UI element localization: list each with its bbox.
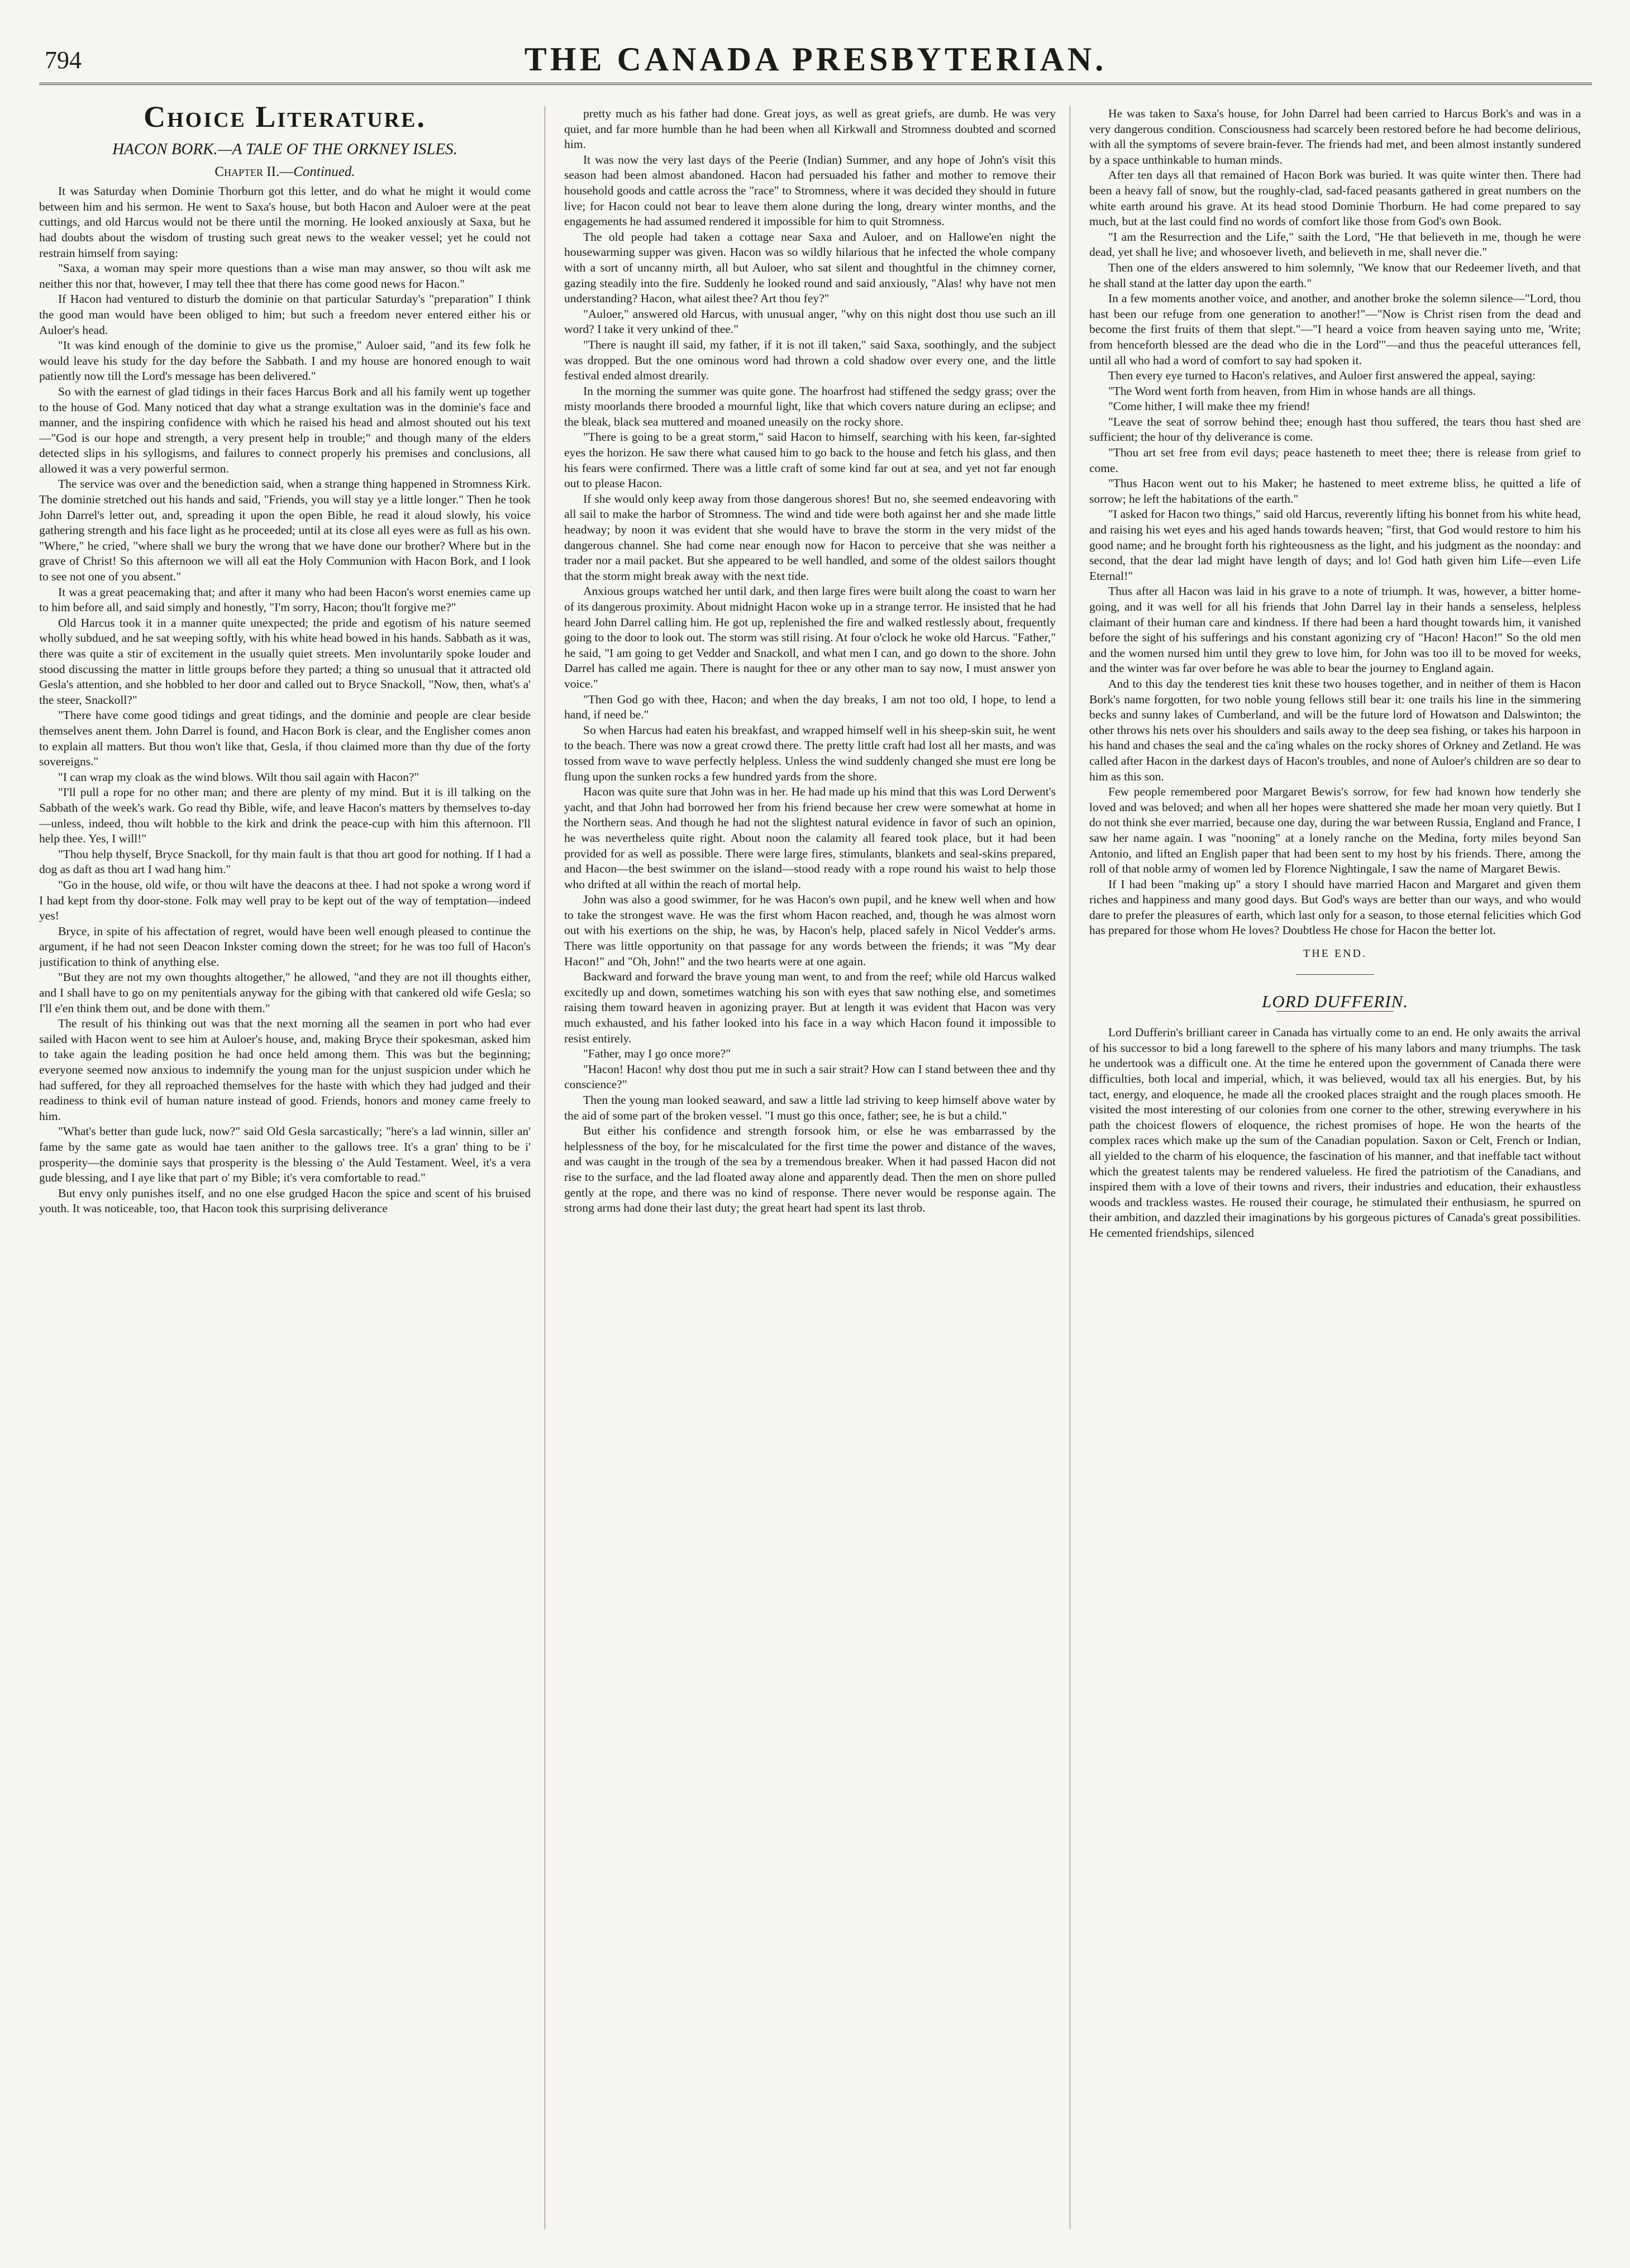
end-mark: THE END. [1303,947,1367,960]
paragraph: "Father, may I go once more?" [583,1047,731,1061]
paragraph: Hacon was quite sure that John was in her. He had made up his mind that this was Lord Derwent's yacht, and that John had borrowed her from his friend because her crew were somewhat at home in the Northern seas. And though he had not the slightest natural evidence in favor of such an opinion, he was nevertheless quite right. About noon the calamity all feared took place, but it had been provided for as well as possible. There were large fires, stimulants, blankets and seal-skins prepared, and Hacon—the best swimmer on the island—stood ready with a rope round his waist to help those who drifted at all within the reach of mortal help. [564,785,1056,891]
paragraph: "What's better than gude luck, now?" said Old Gesla sarcastically; "here's a lad winnin, siller an' fame by the same gate as would hae taen anither to the gallows tree. It's a gran' thing to be i' prosperity—the dominie says that prosperity is the blessing o' the Auld Testament. Weel, it's a vera gude blessing, and I aye like that part o' my Bible; it's vera comfortable to read." [39,1125,531,1185]
paragraph: "I asked for Hacon two things," said old Harcus, reverently lifting his bonnet from his white head, and raising his wet eyes and his aged hands towards heaven; "first, that God would restore to him his good name; and he brought forth his righteousness as the light, and his judgment as the noonday: and second, that the dear lad might have length of days; and lo! God hath given him Life—even Life Eternal!" [1089,507,1581,583]
paragraph: Old Harcus took it in a manner quite unexpected; the pride and egotism of his nature seemed wholly subdued, and he sat weeping softly, with his white head bowed in his hands. Sabbath as it was, there was quite a stir of excitement in the usually quiet streets. Men involuntarily spoke louder and stood discussing the matter in little groups before they parted; a thing so unusual that it attracted old Gesla's attention, and she hobbled to her door and called out to Bryce Snackoll, "Now, then, what's a' the steer, Snackoll?" [39,616,531,707]
column-1-body [39,184,531,1217]
paragraph: Then one of the elders answered to him solemnly, "We know that our Redeemer liveth, and that he shall stand at the latter day upon the earth." [1089,260,1581,290]
story-title: HACON BORK.—A TALE OF THE ORKNEY ISLES. [112,140,457,158]
paragraph: "Auloer," answered old Harcus, with unusual anger, "why on this night dost thou use such an ill word? I take it very unkind of thee." [564,307,1056,336]
paragraph: "Thou art set free from evil days; peace hasteneth to meet thee; there is release from grief to come. [1089,446,1581,475]
paragraph: pretty much as his father had done. Great joys, as well as great griefs, are dumb. He was very quiet, and far more humble than he had been when all Kirkwall and Stromness doubted and scorned him. [564,107,1056,151]
paragraph: If I had been "making up" a story I should have married Hacon and Margaret and given them riches and happiness and many good days. But God's ways are better than our ways, and who would dare to prefer the pleasures of earth, which last only for a season, to those eternal felicities which God has prepared for those whom He loves? Doubtless He chose for Hacon the better lot. [1089,877,1581,937]
paragraph: And to this day the tenderest ties knit these two houses together, and in neither of them is Hacon Bork's name forgotten, for two noble young fellows still bear it: one trails his line in the simmering becks and sunny lakes of Cumberland, and will be the future lord of Howatson and Dalswinton; the other throws his nets over his shoulders and sails away to the deep sea fishing, or takes his harpoon in his hand and chases the seal and the ca'ing whales on the rocky shores of Orkney and Zetland. He was called after Hacon in the darkest days of Hacon's troubles, and none of Auloer's children are so dear to him as this son. [1089,676,1581,783]
paragraph: "It was kind enough of the dominie to give us the promise," Auloer said, "and its few folk he would leave his study for the day before the Sabbath. I and my house are honored enough to wait patiently now till the Lord's message has been delivered." [39,339,531,383]
paragraph: It was now the very last days of the Peerie (Indian) Summer, and any hope of John's visit this season had been almost abandoned. Hacon had persuaded his father and mother to remove their household goods and cattle across the "race" to Stromness, where it was decided they should in future live; for Hacon could not bear to leave them alone during the long, dreary winter months, and the engagements he had assumed rendered it impossible for him to quit Stromness. [564,153,1056,228]
paragraph: "Hacon! Hacon! why dost thou put me in such a sair strait? How can I stand between thee and thy conscience?" [564,1062,1056,1092]
section-heading: Choice Literature. [144,106,426,134]
paragraph: Thus after all Hacon was laid in his grave to a note of triumph. It was, however, a bitter home-going, and it was well for all his friends that John Darrel lay in their hands a senseless, helpless claimant of their human care and kindness. If there had been a hard thought towards him, it vanished before the sight of his sufferings and his constant agonizing cry of "Hacon! Hacon!" So the old men and the women nursed him until they grew to love him, for John was too ill to be moved for weeks, and the winter was far over before he was able to bear the journey to England again. [1089,584,1581,675]
paragraph: So when Harcus had eaten his breakfast, and wrapped himself well in his sheep-skin suit, he went to the beach. There was now a great crowd there. The pretty little craft had lost all her masts, and was tossed from wave to wave perfectly helpless. Unless the wind suddenly changed she must ere long be flung upon the sunken rocks a few hundred yards from the shore. [564,723,1056,783]
paragraph: The result of his thinking out was that the next morning all the seamen in port who had ever sailed with Hacon went to see him at Auloer's house, and, making Bryce their spokesman, asked him to take again the leading position he had once held among them. This was but the beginning; everyone seemed now anxious to indemnify the young man for the unjust suspicion under which he had suffered, for they all reproached themselves for the haste with which they had judged and their readiness to think evil of human nature instead of good. Friends, honors and money came freely to him. [39,1017,531,1123]
paragraph: He was taken to Saxa's house, for John Darrel had been carried to Harcus Bork's and was in a very dangerous condition. Consciousness had scarcely been restored before he had become delirious, with all the symptoms of severe brain-fever. The friends had met, and been almost instantly sundered by a space unthinkable to human minds. [1089,107,1581,166]
paragraph: After ten days all that remained of Hacon Bork was buried. It was quite winter then. There had been a heavy fall of snow, but the roughly-clad, sad-faced peasants gathered in great numbers on the white earth around his grave. At its head stood Dominie Thorburn. He had come prepared to say much, but at the last could find no words of comfort like those from God's own Book. [1089,168,1581,228]
article-title: LORD DUFFERIN. [1262,991,1408,1011]
paragraph: In a few moments another voice, and another, and another broke the solemn silence—"Lord, thou hast been our refuge from one generation to another!"—"Now is Christ risen from the dead and become the first fruits of them that slept."—"I heard a voice from heaven saying unto me, 'Write; from henceforth blessed are the dead who die in the Lord'"—and thus the peaceful utterances fell, until all who had a word of comfort to say had spoken it. [1089,292,1581,367]
journal-title: THE CANADA PRESBYTERIAN. [524,41,1107,78]
paragraph: Bryce, in spite of his affectation of regret, would have been well enough pleased to continue the argument, if he had not seen Deacon Inkster coming down the street; for he was too full of Hacon's justification to think of anything else. [39,924,531,969]
paragraph: In the morning the summer was quite gone. The hoarfrost had stiffened the sedgy grass; over the misty moorlands there brooded a mournful light, like that which covers nature during an eclipse; and the bleak, black sea muttered and moaned uneasily on the rocky shore. [564,384,1056,428]
article-title-underline [1276,1011,1394,1012]
paragraph: "I'll pull a rope for no other man; and there are plenty of my mind. But it is ill talking on the Sabbath of the week's wark. Go read thy Bible, wife, and leave Hacon's matters by themselves to-day—unless, indeed, thou wilt hobble to the kirk and drink the peace-cup with him this afternoon. I'll help thee. Yes, I will!" [39,785,531,846]
paragraph: "I can wrap my cloak as the wind blows. Wilt thou sail again with Hacon?" [58,770,420,784]
paragraph: "Saxa, a woman may speir more questions than a wise man may answer, so thou wilt ask me neither this nor that, however, I may tell thee that there has come good news for Hacon." [39,261,531,290]
paragraph: It was a great peacemaking that; and after it many who had been Hacon's worst enemies came up to him before all, and said simply and honestly, "I'm sorry, Hacon; thou'lt forgive me?" [39,585,531,614]
page-number: 794 [45,46,82,74]
paragraph: "I am the Resurrection and the Life," saith the Lord, "He that believeth in me, though he were dead, yet shall he live; and whosoever liveth, and believeth in me, shall never die." [1089,230,1581,259]
column-2-body [564,106,1056,1216]
column-2 [564,106,1056,2251]
paragraph: It was Saturday when Dominie Thorburn got this letter, and do what he might it would come between him and his sermon. He went to Saxa's house, but both Hacon and Auloer were at the peat cuttings, and old Harcus would not be there until the morning. He looked anxiously at Saxa, but he had doubts about the wisdom of trusting such great news to the weaker vessel; yet he could not restrain himself from saying: [39,184,531,260]
article-body [1089,1025,1581,1241]
paragraph: "There is going to be a great storm," said Hacon to himself, searching with his keen, far-sighted eyes the horizon. He saw there what caused him to go back to the house and fetch his glass, and then his fears were confirmed. There was a little craft of some kind far out at sea, and yet not far enough out to please Hacon. [564,430,1056,490]
column-3 [1089,106,1581,2251]
paragraph: "There is naught ill said, my father, if it is not ill taken," said Saxa, soothingly, and the subject was dropped. But the one ominous word had thrown a cold shadow over every one, and the little festival ended almost drearily. [564,337,1056,383]
paragraph: Then every eye turned to Hacon's relatives, and Auloer first answered the appeal, saying: [1108,369,1536,383]
paragraph: But envy only punishes itself, and no one else grudged Hacon the spice and scent of his bruised youth. It was noticeable, too, that Hacon took this surprising deliverance [39,1186,531,1216]
paragraph: The service was over and the benediction said, when a strange thing happened in Stromness Kirk. The dominie stretched out his hands and said, "Friends, you will stay ye a little longer." Then he took John Darrel's letter out, and, spreading it upon the open Bible, he read it aloud slowly, his voice gathering strength and his face light as he proceeded; until at its close all eyes were as full as his own. "Where," he cried, "where shall we bury the wrong that we have done our brother? Where but in the grave of Christ! So this afternoon we will all eat the Holy Communion with Hacon Bork, and I look to see not one of you absent." [39,477,531,584]
header-rule [39,83,1592,85]
paragraph: "Thus Hacon went out to his Maker; he hastened to meet extreme bliss, he quitted a life of sorrow; he left the habitations of the earth." [1089,477,1581,506]
paragraph: "But they are not my own thoughts altogether," he allowed, "and they are not ill thoughts either, and I shall have to go on my penitentials anyway for the gibing with that cankered old wife Gesla; so I'll e'en think them out, and be done with them." [39,970,531,1015]
chapter-continued: Continued. [293,164,355,179]
paragraph: "Go in the house, old wife, or thou wilt have the deacons at thee. I had not spoke a wrong word if I had kept from thy door-stone. Folk may well pray to be kept out of the way of temptation—indeed yes! [39,878,531,923]
paragraph: Lord Dufferin's brilliant career in Canada has virtually come to an end. He only awaits the arrival of his successor to bid a long farewell to the sphere of his many labors and many triumphs. The task he undertook was a difficult one. At the time he entered upon the government of Canada there were difficulties, both local and imperial, which, it was believed, would tax all his energies. But, by his tact, energy, and eloquence, he made all the crooked places straight and the rough places smooth. He visited the most interesting of our colonies from one corner to the other, strewing everywhere in his path the choicest flowers of eloquence, the richest promises of hope. He won the hearts of the complex races which make up the sum of the Canadian population. Saxon or Celt, French or Indian, all yielded to the charm of his eloquence, the fascination of his manner, and that ineffable tact without which the greatest talents may be rendered valueless. He fired the patriotism of the Canadians, and inspired them with a love of their towns and rivers, their industries and education, their exhaustless woods and trackless wastes. He roused their courage, he stimulated their enthusiasm, he spurred on their ambition, and dazzled their imaginations by his gorgeous pictures of Canada's great possibilities. He cemented friendships, silenced [1089,1026,1581,1240]
masthead [39,34,1592,78]
paragraph: So with the earnest of glad tidings in their faces Harcus Bork and all his family went up together to the house of God. Many noticed that day what a strange exultation was in the dominie's face and manner, and the inspiring confidence with which he raised his head and almost shouted out his text—"God is our hope and strength, a very present help in trouble;" and though many of the elders detected slips in his syllogisms, and failures to connect properly his premises and conclusions, all allowed it was a very powerful sermon. [39,384,531,475]
chapter-heading [39,164,531,180]
paragraph: But either his confidence and strength forsook him, or else he was embarrassed by the helplessness of the boy, for he miscalculated for the first time the power and distance of the waves, and was caught in the trough of the sea by a tremendous breaker. When it had passed Hacon did not rise to the surface, and the lad floated away alone and apparently dead. Then the men on shore pulled gently at the rope, and there was no kind of response. There never would be response again. The strong arms had done their last duty; the great heart had spent its last throb. [564,1124,1056,1215]
paragraph: "Thou help thyself, Bryce Snackoll, for thy main fault is that thou art good for nothing. If I had a dog as daft as thou art I wad hang him." [39,847,531,876]
paragraph: "Leave the seat of sorrow behind thee; enough hast thou suffered, the tears thou hast shed are sufficient; the hour of thy deliverance is come. [1089,414,1581,444]
paragraph: If she would only keep away from those dangerous shores! But no, she seemed endeavoring with all sail to make the harbor of Stromness. The wind and tide were both against her and she made little headway; by noon it was evident that she would have to brave the storm in the very midst of the dangerous channel. She had come near enough now for Hacon to perceive that she was neither a trader nor a mail packet. But she appeared to be well handled, and some of the oldest sailors thought that the storm might break away with the next tide. [564,492,1056,583]
column-1 [39,106,531,2251]
paragraph: Few people remembered poor Margaret Bewis's sorrow, for few had known how tenderly she loved and was beloved; and when all her hopes were shattered she made her moan very quietly. But I do not think she ever married, because one day, during the war between Russia, England and France, I saw her name again. I was "nooning" at a lonely ranche on the Medina, forty miles beyond San Antonio, and lifted an English paper that had been sent to my host by his friends. There, among the roll of that noble army of women led by Florence Nightingale, I saw the name of Margaret Bewis. [1089,785,1581,876]
paragraph: Then the young man looked seaward, and saw a little lad striving to keep himself above water by the aid of some part of the broken vessel. "I must go this once, father; see, he is but a child." [564,1093,1056,1122]
article-separator [1296,974,1374,975]
paragraph: "Come hither, I will make thee my friend! [1108,399,1310,413]
paragraph: "Then God go with thee, Hacon; and when the day breaks, I am not too old, I hope, to lend a hand, if need be." [564,692,1056,722]
paragraph: John was also a good swimmer, for he was Hacon's own pupil, and he knew well when and how to take the strongest wave. He was the first whom Hacon reached, and, though he was almost worn out with his exertions on the ship, he was, by Hacon's help, placed safely in Nicol Vedder's arms. There was little opportunity on that passage for any words between the friends; it was "My dear Hacon!" and "Oh, John!" and the two hearts were at one again. [564,893,1056,968]
paragraph: "The Word went forth from heaven, from Him in whose hands are all things. [1108,384,1476,398]
chapter-label: Chapter II.— [215,164,294,179]
paragraph: Anxious groups watched her until dark, and then large fires were built along the coast to warn her of its dangerous proximity. About midnight Hacon woke up in a strange terror. He insisted that he had heard John Darrel calling him. He got up, replenished the fire and walked restlessly about, frequently going to the door to look out. The storm was still rising. At four o'clock he woke old Harcus. "Father," he said, "I am going to get Vedder and Snackoll, and what men I can, and go down to the shore. John Darrel has called me again. There is naught for thee or any other man to say now, I must answer yon voice." [564,584,1056,690]
paragraph: Backward and forward the brave young man went, to and from the reef; while old Harcus walked excitedly up and down, sometimes watching his son with eyes that saw nothing else, and sometimes raising them toward heaven in agonizing prayer. But at length it was evident that Hacon was very much exhausted, and his father looked into his face in a way which Hacon found it impossible to resist entirely. [564,970,1056,1045]
paragraph: If Hacon had ventured to disturb the dominie on that particular Saturday's "preparation" I think the good man would have been obliged to him; but such a freedom never entered either his or Auloer's head. [39,292,531,337]
column-3-body [1089,106,1581,938]
paragraph: The old people had taken a cottage near Saxa and Auloer, and on Hallowe'en night the housewarming supper was given. Hacon was so wildly hilarious that he infected the whole company with a sort of uncanny mirth, all but Auloer, who sat silent and thoughtful in the chimney corner, gazing steadily into the fire. Suddenly he looked round and said anxiously, "Alas! why have not men understanding? Hacon, what ailest thee? Art thou fey?" [564,230,1056,306]
paragraph: "There have come good tidings and great tidings, and the dominie and people are clear beside themselves anent them. John Darrel is found, and Hacon Bork is clear, and the Englisher comes anon to explain all matters. But thou won't like that, Gesla, if thou claimed more than thy due of the forty sovereigns." [39,708,531,769]
